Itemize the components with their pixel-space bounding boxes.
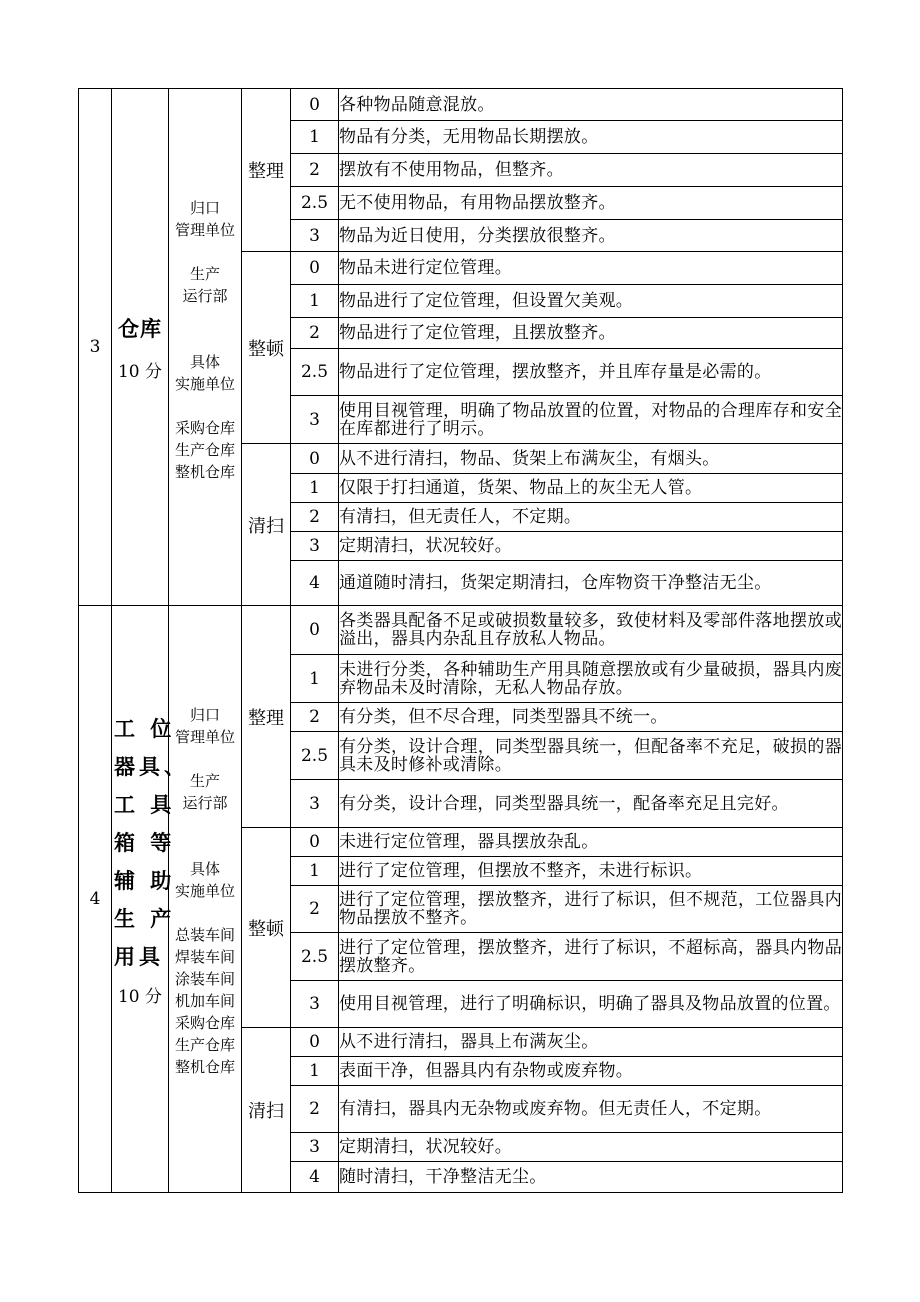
desc-cell: 物品进行了定位管理，但设置欠美观。 bbox=[339, 285, 843, 318]
desc-cell: 随时清扫，干净整洁无尘。 bbox=[339, 1162, 843, 1193]
score-cell: 3 bbox=[291, 532, 339, 561]
unit-label-mgmt: 归口 管理单位 bbox=[174, 199, 235, 239]
item-name-cell bbox=[112, 89, 169, 606]
item-name-line: 生 产 bbox=[114, 906, 176, 931]
desc-cell: 未进行分类，各种辅助生产用具随意摆放或有少量破损，器具内废弃物品未及时清除，无私人物品存放。 bbox=[339, 655, 843, 703]
item-name-line: 辅 助 bbox=[114, 868, 176, 893]
score-cell: 2 bbox=[291, 154, 339, 187]
score-cell: 3 bbox=[291, 780, 339, 828]
category-cell: 整顿 bbox=[242, 252, 291, 444]
item-name-line: 用具 bbox=[114, 944, 164, 969]
item-points: 10 分 bbox=[117, 361, 163, 382]
score-cell: 3 bbox=[291, 396, 339, 444]
category-cell: 整理 bbox=[242, 606, 291, 828]
section-number: 4 bbox=[79, 606, 112, 1193]
unit-label-dept: 生产 运行部 bbox=[182, 265, 228, 305]
unit-label-list: 采购仓库 生产仓库 整机仓库 bbox=[174, 419, 235, 481]
category-cell: 整理 bbox=[242, 89, 291, 252]
desc-cell: 使用目视管理，明确了物品放置的位置，对物品的合理库存和安全在库都进行了明示。 bbox=[339, 396, 843, 444]
desc-cell: 从不进行清扫，器具上布满灰尘。 bbox=[339, 1028, 843, 1057]
desc-cell: 定期清扫，状况较好。 bbox=[339, 532, 843, 561]
category-cell: 清扫 bbox=[242, 1028, 291, 1193]
desc-cell: 无不使用物品，有用物品摆放整齐。 bbox=[339, 187, 843, 220]
score-cell: 2 bbox=[291, 1086, 339, 1133]
desc-cell: 有分类，设计合理，同类型器具统一，但配备率不充足，破损的器具未及时修补或清除。 bbox=[339, 732, 843, 780]
unit-label-exec: 具体 实施单位 bbox=[174, 860, 235, 900]
desc-cell: 使用目视管理，进行了明确标识，明确了器具及物品放置的位置。 bbox=[339, 981, 843, 1028]
unit-label-list: 总装车间 焊装车间 涂装车间 机加车间 采购仓库 生产仓库 整机仓库 bbox=[174, 926, 235, 1076]
score-cell: 0 bbox=[291, 444, 339, 474]
score-cell: 2 bbox=[291, 318, 339, 349]
item-name-line: 工 位 bbox=[114, 716, 176, 741]
desc-cell: 物品进行了定位管理，摆放整齐，并且库存量是必需的。 bbox=[339, 349, 843, 396]
desc-cell: 进行了定位管理，摆放整齐，进行了标识，但不规范，工位器具内物品摆放不整齐。 bbox=[339, 886, 843, 933]
item-name-line: 器具、 bbox=[114, 754, 189, 779]
score-cell: 2.5 bbox=[291, 933, 339, 981]
score-cell: 0 bbox=[291, 89, 339, 121]
desc-cell: 表面干净，但器具内有杂物或废弃物。 bbox=[339, 1057, 843, 1086]
desc-cell: 摆放有不使用物品，但整齐。 bbox=[339, 154, 843, 187]
desc-cell: 有清扫，但无责任人，不定期。 bbox=[339, 503, 843, 532]
score-cell: 0 bbox=[291, 606, 339, 655]
score-cell: 0 bbox=[291, 1028, 339, 1057]
score-cell: 2.5 bbox=[291, 349, 339, 396]
score-cell: 4 bbox=[291, 1162, 339, 1193]
item-name-line: 箱 等 bbox=[114, 830, 176, 855]
score-cell: 2.5 bbox=[291, 187, 339, 220]
unit-label-mgmt: 归口 管理单位 bbox=[174, 706, 235, 746]
item-name-line: 工 具 bbox=[114, 792, 176, 817]
score-cell: 1 bbox=[291, 474, 339, 503]
category-cell: 整顿 bbox=[242, 828, 291, 1028]
desc-cell: 有清扫，器具内无杂物或废弃物。但无责任人，不定期。 bbox=[339, 1086, 843, 1133]
score-cell: 1 bbox=[291, 285, 339, 318]
desc-cell: 未进行定位管理，器具摆放杂乱。 bbox=[339, 828, 843, 857]
score-cell: 2 bbox=[291, 503, 339, 532]
score-cell: 3 bbox=[291, 981, 339, 1028]
score-cell: 1 bbox=[291, 857, 339, 886]
unit-cell bbox=[169, 89, 242, 606]
desc-cell: 物品进行了定位管理，且摆放整齐。 bbox=[339, 318, 843, 349]
score-cell: 0 bbox=[291, 828, 339, 857]
unit-cell bbox=[169, 606, 242, 1193]
category-cell: 清扫 bbox=[242, 444, 291, 606]
score-cell: 1 bbox=[291, 121, 339, 154]
desc-cell: 有分类，设计合理，同类型器具统一，配备率充足且完好。 bbox=[339, 780, 843, 828]
score-cell: 4 bbox=[291, 561, 339, 606]
section-number: 3 bbox=[79, 89, 112, 606]
desc-cell: 各种物品随意混放。 bbox=[339, 89, 843, 121]
desc-cell: 有分类，但不尽合理，同类型器具不统一。 bbox=[339, 703, 843, 732]
score-cell: 2.5 bbox=[291, 732, 339, 780]
item-name: 仓库 bbox=[118, 315, 162, 341]
desc-cell: 从不进行清扫，物品、货架上布满灰尘，有烟头。 bbox=[339, 444, 843, 474]
score-cell: 2 bbox=[291, 886, 339, 933]
desc-cell: 定期清扫，状况较好。 bbox=[339, 1133, 843, 1162]
unit-label-dept: 生产 运行部 bbox=[182, 772, 228, 812]
item-name-cell bbox=[112, 606, 189, 1193]
unit-label-exec: 具体 实施单位 bbox=[174, 353, 235, 393]
desc-cell: 物品有分类，无用物品长期摆放。 bbox=[339, 121, 843, 154]
score-cell: 1 bbox=[291, 655, 339, 703]
desc-cell: 通道随时清扫，货架定期清扫，仓库物资干净整洁无尘。 bbox=[339, 561, 843, 606]
desc-cell: 各类器具配备不足或破损数量较多，致使材料及零部件落地摆放或溢出，器具内杂乱且存放私人物品。 bbox=[339, 606, 843, 655]
score-cell: 3 bbox=[291, 220, 339, 252]
desc-cell: 进行了定位管理，摆放整齐，进行了标识，不超标高，器具内物品摆放整齐。 bbox=[339, 933, 843, 981]
desc-cell: 进行了定位管理，但摆放不整齐，未进行标识。 bbox=[339, 857, 843, 886]
desc-cell: 仅限于打扫通道，货架、物品上的灰尘无人管。 bbox=[339, 474, 843, 503]
item-points: 10 分 bbox=[117, 987, 163, 1007]
desc-cell: 物品为近日使用，分类摆放很整齐。 bbox=[339, 220, 843, 252]
desc-cell: 物品未进行定位管理。 bbox=[339, 252, 843, 285]
evaluation-table bbox=[78, 88, 843, 1193]
score-cell: 2 bbox=[291, 703, 339, 732]
score-cell: 3 bbox=[291, 1133, 339, 1162]
score-cell: 1 bbox=[291, 1057, 339, 1086]
score-cell: 0 bbox=[291, 252, 339, 285]
